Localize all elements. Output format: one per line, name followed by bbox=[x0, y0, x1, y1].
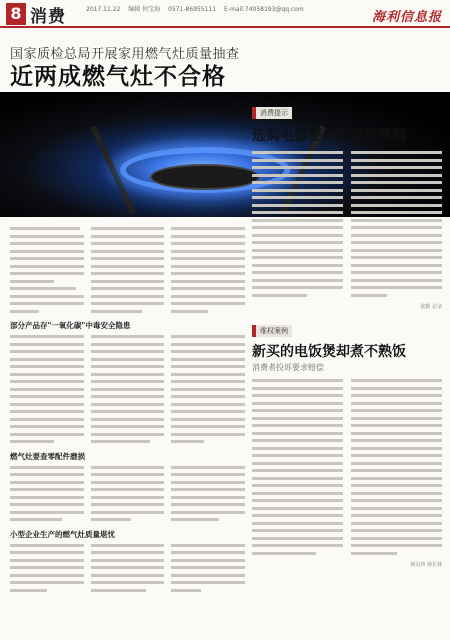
body-column bbox=[91, 466, 165, 526]
burner-head bbox=[150, 164, 260, 190]
body-columns bbox=[10, 466, 245, 526]
subhead: 小型企业生产的燃气灶质量堪忧 bbox=[10, 529, 115, 539]
byline: 杨冠涛 徐长林 bbox=[410, 562, 442, 568]
page-number: 8 bbox=[6, 3, 26, 25]
sidebar bbox=[252, 100, 442, 576]
body-column bbox=[10, 335, 84, 448]
sidebar-column bbox=[252, 379, 343, 559]
newspaper-masthead: 海利信息报 bbox=[371, 10, 442, 25]
body-column bbox=[10, 466, 84, 526]
body-column bbox=[91, 544, 165, 597]
body-column bbox=[171, 544, 245, 597]
header-meta bbox=[86, 4, 310, 13]
byline: 张勤 记录 bbox=[420, 304, 442, 310]
lead-story-body bbox=[10, 227, 245, 596]
lead-kicker: 国家质检总局开展家用燃气灶质量抽查 bbox=[10, 47, 240, 62]
sidebar-columns bbox=[252, 151, 442, 301]
body-column bbox=[91, 227, 165, 317]
body-column bbox=[171, 335, 245, 448]
page-header bbox=[0, 0, 450, 28]
issue-date: 2017.11.22 bbox=[86, 6, 121, 13]
body-columns bbox=[10, 544, 245, 597]
section-tag: 维权案例 bbox=[252, 325, 292, 337]
subhead: 部分产品存"一氧化碳"中毒安全隐患 bbox=[10, 321, 131, 330]
body-column bbox=[171, 466, 245, 526]
sidebar-headline: 新买的电饭煲却煮不熟饭 bbox=[252, 344, 406, 360]
lead-headline: 近两成燃气灶不合格 bbox=[10, 64, 226, 90]
sidebar-column bbox=[252, 151, 343, 301]
subhead: 燃气灶要查零配件磨损 bbox=[10, 451, 85, 461]
body-column bbox=[91, 335, 165, 448]
section-tag: 消费提示 bbox=[252, 107, 292, 119]
email: E-mail:74058193@qq.com bbox=[224, 6, 304, 13]
sidebar-column bbox=[351, 151, 442, 301]
phone: 0571-86955111 bbox=[168, 6, 217, 13]
body-columns bbox=[10, 335, 245, 448]
body-columns bbox=[10, 227, 245, 317]
editor: 编辑 何宝海 bbox=[128, 6, 161, 13]
sidebar-subtitle: 消费者投诉要求赔偿 bbox=[252, 363, 324, 372]
body-column bbox=[171, 227, 245, 317]
body-column bbox=[10, 227, 84, 317]
sidebar-columns bbox=[252, 379, 442, 559]
body-column bbox=[10, 544, 84, 597]
section-title: 消费 bbox=[30, 7, 66, 27]
sidebar-column bbox=[351, 379, 442, 559]
sidebar-headline: 选购电器要买正品留票据 bbox=[252, 128, 406, 144]
